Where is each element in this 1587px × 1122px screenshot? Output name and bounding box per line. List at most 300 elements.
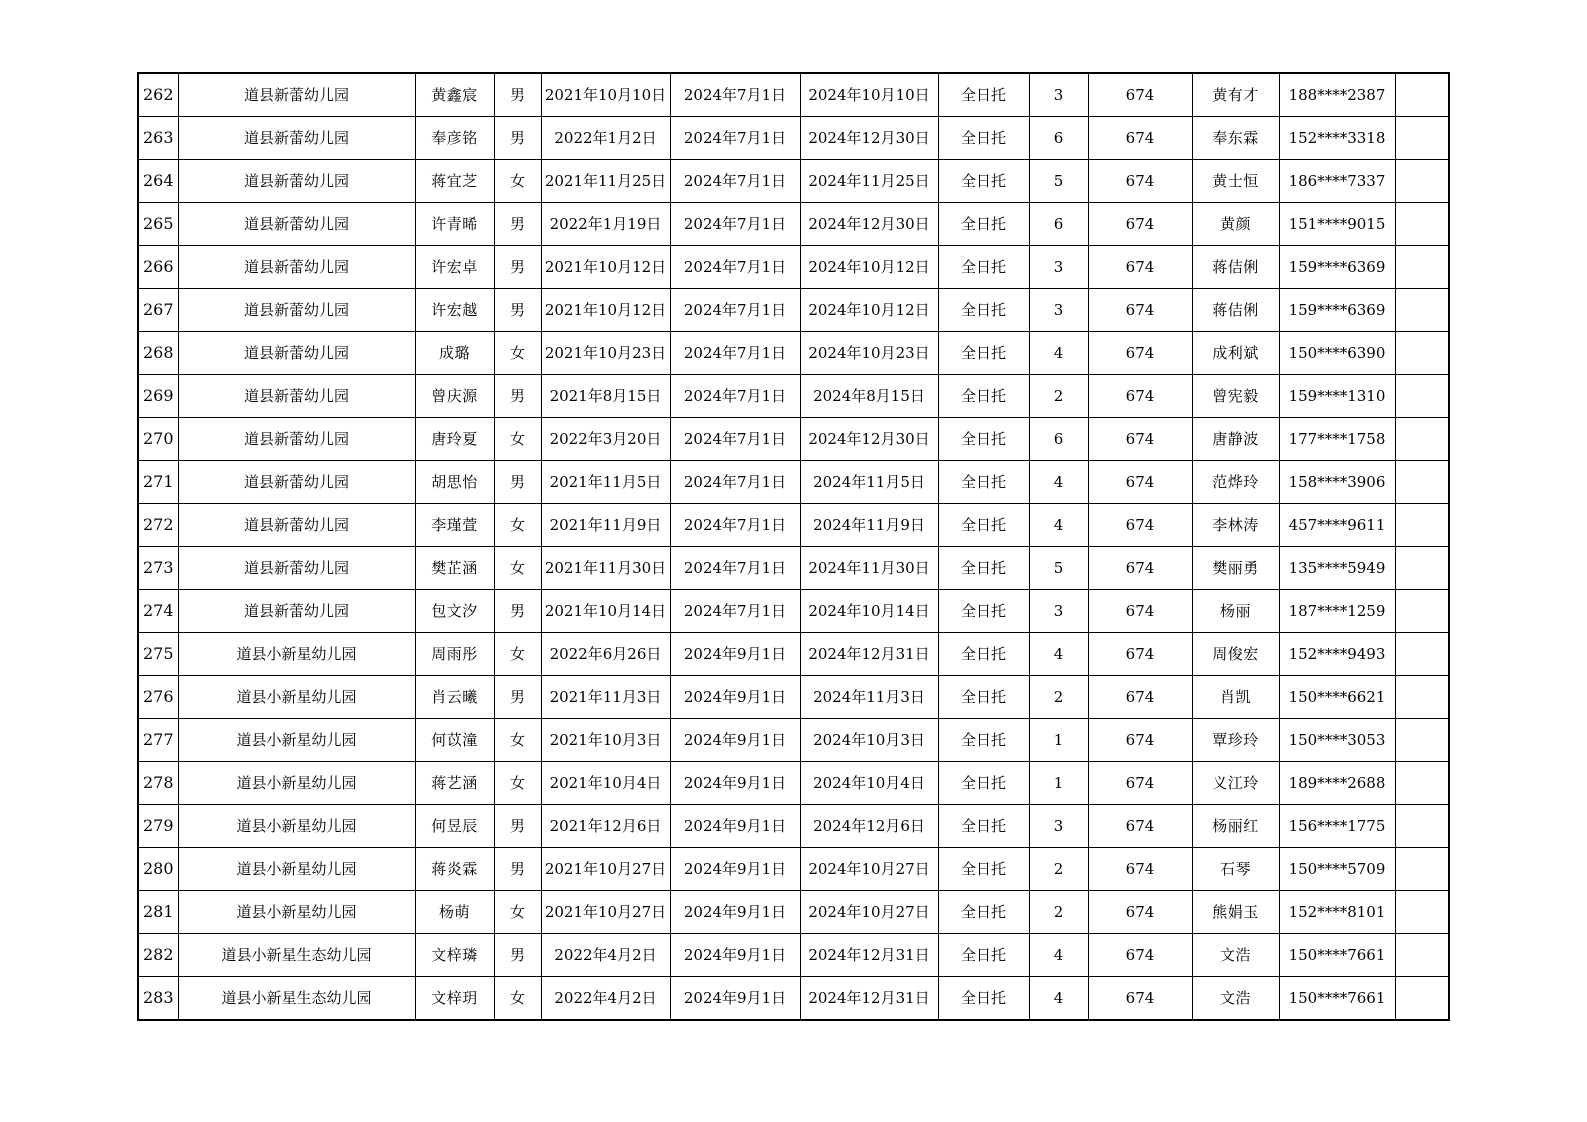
row-number-cell: 268 (138, 332, 178, 375)
guardian-name-cell: 杨丽 (1192, 590, 1279, 633)
care-type-cell: 全日托 (938, 719, 1029, 762)
child-name-cell: 胡思怡 (415, 461, 494, 504)
gender-cell: 男 (494, 848, 541, 891)
care-type-cell: 全日托 (938, 676, 1029, 719)
end-date-cell: 2024年11月25日 (800, 160, 938, 203)
care-type-cell: 全日托 (938, 977, 1029, 1021)
row-number-cell: 272 (138, 504, 178, 547)
start-date-cell: 2024年7月1日 (670, 461, 800, 504)
care-type-cell: 全日托 (938, 461, 1029, 504)
birth-date-cell: 2021年8月15日 (541, 375, 670, 418)
gender-cell: 男 (494, 73, 541, 117)
gender-cell: 女 (494, 547, 541, 590)
enrollment-table (137, 72, 1450, 1021)
kindergarten-name-cell: 道县新蕾幼儿园 (178, 160, 415, 203)
kindergarten-name-cell: 道县新蕾幼儿园 (178, 73, 415, 117)
birth-date-cell: 2021年10月12日 (541, 289, 670, 332)
end-date-cell: 2024年10月27日 (800, 891, 938, 934)
phone-number-cell: 156****1775 (1279, 805, 1395, 848)
child-name-cell: 包文汐 (415, 590, 494, 633)
care-type-cell: 全日托 (938, 332, 1029, 375)
care-type-cell: 全日托 (938, 633, 1029, 676)
phone-number-cell: 152****8101 (1279, 891, 1395, 934)
start-date-cell: 2024年7月1日 (670, 590, 800, 633)
care-type-cell: 全日托 (938, 160, 1029, 203)
guardian-name-cell: 唐静波 (1192, 418, 1279, 461)
start-date-cell: 2024年9月1日 (670, 762, 800, 805)
amount-cell: 674 (1088, 633, 1192, 676)
start-date-cell: 2024年9月1日 (670, 719, 800, 762)
remark-cell (1395, 160, 1449, 203)
birth-date-cell: 2021年11月5日 (541, 461, 670, 504)
child-name-cell: 奉彦铭 (415, 117, 494, 160)
start-date-cell: 2024年7月1日 (670, 547, 800, 590)
table-row (138, 805, 1449, 848)
remark-cell (1395, 117, 1449, 160)
months-cell: 4 (1029, 461, 1088, 504)
months-cell: 3 (1029, 289, 1088, 332)
end-date-cell: 2024年11月30日 (800, 547, 938, 590)
start-date-cell: 2024年7月1日 (670, 332, 800, 375)
end-date-cell: 2024年12月31日 (800, 934, 938, 977)
row-number-cell: 271 (138, 461, 178, 504)
row-number-cell: 265 (138, 203, 178, 246)
end-date-cell: 2024年11月3日 (800, 676, 938, 719)
amount-cell: 674 (1088, 289, 1192, 332)
remark-cell (1395, 289, 1449, 332)
phone-number-cell: 177****1758 (1279, 418, 1395, 461)
months-cell: 4 (1029, 633, 1088, 676)
phone-number-cell: 150****7661 (1279, 934, 1395, 977)
amount-cell: 674 (1088, 547, 1192, 590)
table-row (138, 117, 1449, 160)
table-row (138, 633, 1449, 676)
start-date-cell: 2024年9月1日 (670, 848, 800, 891)
guardian-name-cell: 李林涛 (1192, 504, 1279, 547)
amount-cell: 674 (1088, 891, 1192, 934)
table-row (138, 848, 1449, 891)
row-number-cell: 263 (138, 117, 178, 160)
guardian-name-cell: 周俊宏 (1192, 633, 1279, 676)
birth-date-cell: 2021年10月23日 (541, 332, 670, 375)
guardian-name-cell: 文浩 (1192, 977, 1279, 1021)
guardian-name-cell: 范烨玲 (1192, 461, 1279, 504)
child-name-cell: 蒋艺涵 (415, 762, 494, 805)
remark-cell (1395, 547, 1449, 590)
birth-date-cell: 2021年10月27日 (541, 891, 670, 934)
gender-cell: 女 (494, 633, 541, 676)
gender-cell: 女 (494, 504, 541, 547)
end-date-cell: 2024年10月14日 (800, 590, 938, 633)
table-row (138, 934, 1449, 977)
months-cell: 6 (1029, 117, 1088, 160)
guardian-name-cell: 熊娟玉 (1192, 891, 1279, 934)
gender-cell: 男 (494, 461, 541, 504)
phone-number-cell: 189****2688 (1279, 762, 1395, 805)
months-cell: 3 (1029, 590, 1088, 633)
kindergarten-name-cell: 道县小新星幼儿园 (178, 676, 415, 719)
phone-number-cell: 187****1259 (1279, 590, 1395, 633)
child-name-cell: 唐玲夏 (415, 418, 494, 461)
row-number-cell: 273 (138, 547, 178, 590)
remark-cell (1395, 891, 1449, 934)
table-row (138, 246, 1449, 289)
child-name-cell: 许青晞 (415, 203, 494, 246)
guardian-name-cell: 黄有才 (1192, 73, 1279, 117)
months-cell: 2 (1029, 375, 1088, 418)
birth-date-cell: 2022年3月20日 (541, 418, 670, 461)
remark-cell (1395, 719, 1449, 762)
guardian-name-cell: 石琴 (1192, 848, 1279, 891)
child-name-cell: 樊芷涵 (415, 547, 494, 590)
guardian-name-cell: 樊丽勇 (1192, 547, 1279, 590)
kindergarten-name-cell: 道县小新星幼儿园 (178, 805, 415, 848)
kindergarten-name-cell: 道县小新星生态幼儿园 (178, 977, 415, 1021)
birth-date-cell: 2021年10月27日 (541, 848, 670, 891)
table-row (138, 332, 1449, 375)
birth-date-cell: 2021年11月3日 (541, 676, 670, 719)
phone-number-cell: 159****6369 (1279, 246, 1395, 289)
start-date-cell: 2024年7月1日 (670, 160, 800, 203)
gender-cell: 女 (494, 891, 541, 934)
care-type-cell: 全日托 (938, 934, 1029, 977)
guardian-name-cell: 曾宪毅 (1192, 375, 1279, 418)
amount-cell: 674 (1088, 375, 1192, 418)
child-name-cell: 文梓玥 (415, 977, 494, 1021)
table-row (138, 289, 1449, 332)
months-cell: 6 (1029, 418, 1088, 461)
remark-cell (1395, 73, 1449, 117)
amount-cell: 674 (1088, 203, 1192, 246)
start-date-cell: 2024年7月1日 (670, 73, 800, 117)
guardian-name-cell: 成利斌 (1192, 332, 1279, 375)
enrollment-table-body (138, 73, 1449, 1020)
kindergarten-name-cell: 道县新蕾幼儿园 (178, 289, 415, 332)
row-number-cell: 280 (138, 848, 178, 891)
row-number-cell: 267 (138, 289, 178, 332)
child-name-cell: 何昱辰 (415, 805, 494, 848)
birth-date-cell: 2022年4月2日 (541, 934, 670, 977)
phone-number-cell: 150****5709 (1279, 848, 1395, 891)
gender-cell: 男 (494, 246, 541, 289)
start-date-cell: 2024年9月1日 (670, 934, 800, 977)
care-type-cell: 全日托 (938, 848, 1029, 891)
table-row (138, 719, 1449, 762)
end-date-cell: 2024年10月3日 (800, 719, 938, 762)
end-date-cell: 2024年12月6日 (800, 805, 938, 848)
end-date-cell: 2024年12月30日 (800, 418, 938, 461)
gender-cell: 女 (494, 719, 541, 762)
kindergarten-name-cell: 道县新蕾幼儿园 (178, 418, 415, 461)
kindergarten-name-cell: 道县新蕾幼儿园 (178, 547, 415, 590)
gender-cell: 男 (494, 375, 541, 418)
gender-cell: 男 (494, 590, 541, 633)
months-cell: 5 (1029, 160, 1088, 203)
remark-cell (1395, 375, 1449, 418)
amount-cell: 674 (1088, 418, 1192, 461)
child-name-cell: 杨萌 (415, 891, 494, 934)
care-type-cell: 全日托 (938, 117, 1029, 160)
row-number-cell: 279 (138, 805, 178, 848)
amount-cell: 674 (1088, 332, 1192, 375)
end-date-cell: 2024年10月4日 (800, 762, 938, 805)
end-date-cell: 2024年10月23日 (800, 332, 938, 375)
birth-date-cell: 2021年10月3日 (541, 719, 670, 762)
table-row (138, 73, 1449, 117)
gender-cell: 男 (494, 117, 541, 160)
remark-cell (1395, 590, 1449, 633)
child-name-cell: 蒋炎霖 (415, 848, 494, 891)
table-row (138, 547, 1449, 590)
amount-cell: 674 (1088, 160, 1192, 203)
care-type-cell: 全日托 (938, 547, 1029, 590)
row-number-cell: 277 (138, 719, 178, 762)
months-cell: 3 (1029, 246, 1088, 289)
table-row (138, 504, 1449, 547)
kindergarten-name-cell: 道县小新星幼儿园 (178, 719, 415, 762)
guardian-name-cell: 义江玲 (1192, 762, 1279, 805)
remark-cell (1395, 805, 1449, 848)
table-row (138, 590, 1449, 633)
end-date-cell: 2024年12月30日 (800, 117, 938, 160)
end-date-cell: 2024年10月12日 (800, 289, 938, 332)
remark-cell (1395, 246, 1449, 289)
table-row (138, 891, 1449, 934)
end-date-cell: 2024年10月12日 (800, 246, 938, 289)
table-row (138, 375, 1449, 418)
months-cell: 2 (1029, 848, 1088, 891)
remark-cell (1395, 461, 1449, 504)
remark-cell (1395, 418, 1449, 461)
phone-number-cell: 457****9611 (1279, 504, 1395, 547)
care-type-cell: 全日托 (938, 289, 1029, 332)
row-number-cell: 275 (138, 633, 178, 676)
amount-cell: 674 (1088, 504, 1192, 547)
amount-cell: 674 (1088, 461, 1192, 504)
amount-cell: 674 (1088, 762, 1192, 805)
guardian-name-cell: 杨丽红 (1192, 805, 1279, 848)
gender-cell: 女 (494, 418, 541, 461)
kindergarten-name-cell: 道县新蕾幼儿园 (178, 246, 415, 289)
care-type-cell: 全日托 (938, 590, 1029, 633)
gender-cell: 男 (494, 934, 541, 977)
phone-number-cell: 186****7337 (1279, 160, 1395, 203)
guardian-name-cell: 肖凯 (1192, 676, 1279, 719)
amount-cell: 674 (1088, 934, 1192, 977)
care-type-cell: 全日托 (938, 891, 1029, 934)
gender-cell: 男 (494, 289, 541, 332)
gender-cell: 男 (494, 676, 541, 719)
phone-number-cell: 159****1310 (1279, 375, 1395, 418)
gender-cell: 女 (494, 977, 541, 1021)
phone-number-cell: 150****7661 (1279, 977, 1395, 1021)
start-date-cell: 2024年7月1日 (670, 203, 800, 246)
start-date-cell: 2024年7月1日 (670, 117, 800, 160)
row-number-cell: 283 (138, 977, 178, 1021)
gender-cell: 男 (494, 203, 541, 246)
child-name-cell: 黄鑫宸 (415, 73, 494, 117)
phone-number-cell: 158****3906 (1279, 461, 1395, 504)
start-date-cell: 2024年9月1日 (670, 891, 800, 934)
birth-date-cell: 2021年10月14日 (541, 590, 670, 633)
birth-date-cell: 2021年12月6日 (541, 805, 670, 848)
guardian-name-cell: 黄士恒 (1192, 160, 1279, 203)
remark-cell (1395, 977, 1449, 1021)
row-number-cell: 274 (138, 590, 178, 633)
amount-cell: 674 (1088, 805, 1192, 848)
amount-cell: 674 (1088, 848, 1192, 891)
row-number-cell: 269 (138, 375, 178, 418)
table-row (138, 676, 1449, 719)
months-cell: 2 (1029, 676, 1088, 719)
guardian-name-cell: 覃珍玲 (1192, 719, 1279, 762)
child-name-cell: 许宏越 (415, 289, 494, 332)
child-name-cell: 肖云曦 (415, 676, 494, 719)
row-number-cell: 276 (138, 676, 178, 719)
remark-cell (1395, 504, 1449, 547)
kindergarten-name-cell: 道县小新星生态幼儿园 (178, 934, 415, 977)
end-date-cell: 2024年10月27日 (800, 848, 938, 891)
phone-number-cell: 152****9493 (1279, 633, 1395, 676)
birth-date-cell: 2022年4月2日 (541, 977, 670, 1021)
child-name-cell: 周雨彤 (415, 633, 494, 676)
months-cell: 4 (1029, 332, 1088, 375)
care-type-cell: 全日托 (938, 203, 1029, 246)
birth-date-cell: 2022年6月26日 (541, 633, 670, 676)
end-date-cell: 2024年12月31日 (800, 633, 938, 676)
child-name-cell: 蒋宜芝 (415, 160, 494, 203)
row-number-cell: 278 (138, 762, 178, 805)
birth-date-cell: 2022年1月2日 (541, 117, 670, 160)
start-date-cell: 2024年9月1日 (670, 805, 800, 848)
care-type-cell: 全日托 (938, 73, 1029, 117)
kindergarten-name-cell: 道县小新星幼儿园 (178, 848, 415, 891)
table-row (138, 203, 1449, 246)
care-type-cell: 全日托 (938, 805, 1029, 848)
remark-cell (1395, 633, 1449, 676)
child-name-cell: 李瑾萱 (415, 504, 494, 547)
table-row (138, 160, 1449, 203)
row-number-cell: 270 (138, 418, 178, 461)
table-row (138, 762, 1449, 805)
remark-cell (1395, 332, 1449, 375)
amount-cell: 674 (1088, 719, 1192, 762)
row-number-cell: 262 (138, 73, 178, 117)
phone-number-cell: 135****5949 (1279, 547, 1395, 590)
gender-cell: 女 (494, 762, 541, 805)
birth-date-cell: 2022年1月19日 (541, 203, 670, 246)
amount-cell: 674 (1088, 117, 1192, 160)
gender-cell: 女 (494, 160, 541, 203)
months-cell: 1 (1029, 719, 1088, 762)
months-cell: 4 (1029, 977, 1088, 1021)
guardian-name-cell: 奉东霖 (1192, 117, 1279, 160)
birth-date-cell: 2021年11月25日 (541, 160, 670, 203)
birth-date-cell: 2021年11月9日 (541, 504, 670, 547)
months-cell: 4 (1029, 934, 1088, 977)
end-date-cell: 2024年11月5日 (800, 461, 938, 504)
months-cell: 2 (1029, 891, 1088, 934)
birth-date-cell: 2021年10月10日 (541, 73, 670, 117)
child-name-cell: 成璐 (415, 332, 494, 375)
care-type-cell: 全日托 (938, 762, 1029, 805)
months-cell: 1 (1029, 762, 1088, 805)
amount-cell: 674 (1088, 73, 1192, 117)
kindergarten-name-cell: 道县新蕾幼儿园 (178, 203, 415, 246)
kindergarten-name-cell: 道县新蕾幼儿园 (178, 375, 415, 418)
start-date-cell: 2024年7月1日 (670, 289, 800, 332)
amount-cell: 674 (1088, 676, 1192, 719)
birth-date-cell: 2021年10月4日 (541, 762, 670, 805)
guardian-name-cell: 蒋佶俐 (1192, 289, 1279, 332)
kindergarten-name-cell: 道县新蕾幼儿园 (178, 504, 415, 547)
gender-cell: 男 (494, 805, 541, 848)
table-row (138, 461, 1449, 504)
end-date-cell: 2024年12月31日 (800, 977, 938, 1021)
guardian-name-cell: 蒋佶俐 (1192, 246, 1279, 289)
care-type-cell: 全日托 (938, 375, 1029, 418)
phone-number-cell: 150****6390 (1279, 332, 1395, 375)
care-type-cell: 全日托 (938, 504, 1029, 547)
start-date-cell: 2024年7月1日 (670, 418, 800, 461)
months-cell: 3 (1029, 805, 1088, 848)
kindergarten-name-cell: 道县新蕾幼儿园 (178, 590, 415, 633)
phone-number-cell: 152****3318 (1279, 117, 1395, 160)
amount-cell: 674 (1088, 590, 1192, 633)
amount-cell: 674 (1088, 977, 1192, 1021)
phone-number-cell: 150****3053 (1279, 719, 1395, 762)
end-date-cell: 2024年10月10日 (800, 73, 938, 117)
table-row (138, 977, 1449, 1021)
row-number-cell: 281 (138, 891, 178, 934)
kindergarten-name-cell: 道县小新星幼儿园 (178, 762, 415, 805)
kindergarten-name-cell: 道县小新星幼儿园 (178, 891, 415, 934)
end-date-cell: 2024年8月15日 (800, 375, 938, 418)
child-name-cell: 曾庆源 (415, 375, 494, 418)
amount-cell: 674 (1088, 246, 1192, 289)
end-date-cell: 2024年11月9日 (800, 504, 938, 547)
care-type-cell: 全日托 (938, 418, 1029, 461)
months-cell: 3 (1029, 73, 1088, 117)
child-name-cell: 文梓璘 (415, 934, 494, 977)
phone-number-cell: 151****9015 (1279, 203, 1395, 246)
birth-date-cell: 2021年11月30日 (541, 547, 670, 590)
end-date-cell: 2024年12月30日 (800, 203, 938, 246)
remark-cell (1395, 848, 1449, 891)
guardian-name-cell: 黄颜 (1192, 203, 1279, 246)
remark-cell (1395, 762, 1449, 805)
months-cell: 4 (1029, 504, 1088, 547)
months-cell: 5 (1029, 547, 1088, 590)
phone-number-cell: 150****6621 (1279, 676, 1395, 719)
start-date-cell: 2024年7月1日 (670, 246, 800, 289)
birth-date-cell: 2021年10月12日 (541, 246, 670, 289)
kindergarten-name-cell: 道县新蕾幼儿园 (178, 461, 415, 504)
start-date-cell: 2024年7月1日 (670, 504, 800, 547)
months-cell: 6 (1029, 203, 1088, 246)
phone-number-cell: 188****2387 (1279, 73, 1395, 117)
kindergarten-name-cell: 道县小新星幼儿园 (178, 633, 415, 676)
child-name-cell: 许宏卓 (415, 246, 494, 289)
child-name-cell: 何苡潼 (415, 719, 494, 762)
remark-cell (1395, 203, 1449, 246)
guardian-name-cell: 文浩 (1192, 934, 1279, 977)
start-date-cell: 2024年7月1日 (670, 375, 800, 418)
phone-number-cell: 159****6369 (1279, 289, 1395, 332)
care-type-cell: 全日托 (938, 246, 1029, 289)
remark-cell (1395, 676, 1449, 719)
kindergarten-name-cell: 道县新蕾幼儿园 (178, 332, 415, 375)
